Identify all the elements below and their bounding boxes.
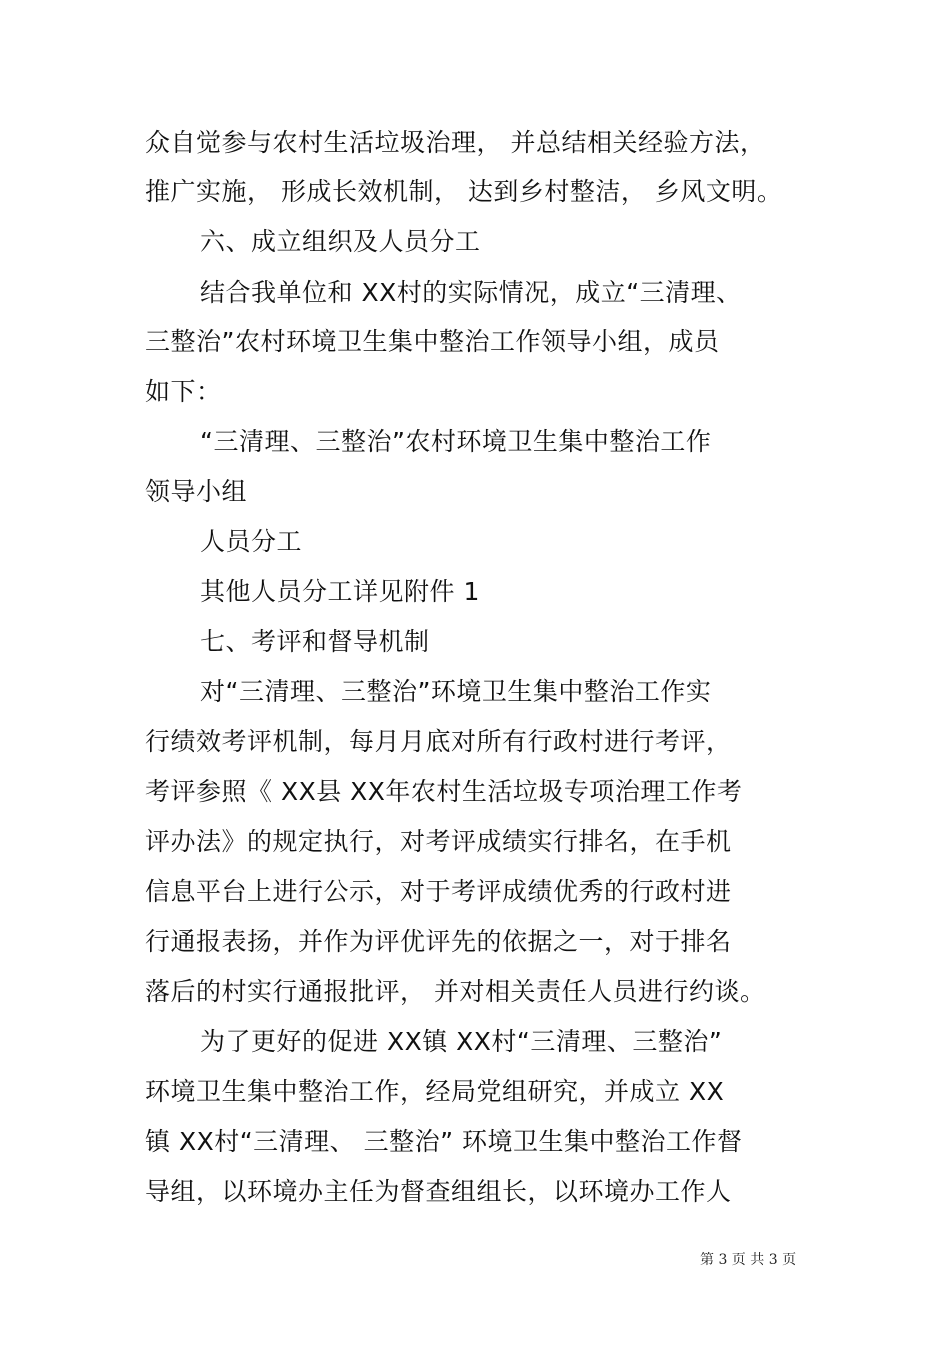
text-line-13: 行绩效考评机制，每月月底对所有行政村进行考评， bbox=[145, 727, 732, 756]
section-heading-6: 六、成立组织及人员分工 bbox=[200, 227, 481, 256]
text-line-4: 结合我单位和 XX村的实际情况，成立“三清理、 bbox=[200, 278, 742, 307]
text-line-18: 落后的村实行通报批评， 并对相关责任人员进行约谈。 bbox=[145, 977, 766, 1006]
text-line-21: 镇 XX村“三清理、 三整治” 环境卫生集中整治工作督 bbox=[145, 1127, 743, 1156]
text-line-14: 考评参照《 XX县 XX年农村生活垃圾专项治理工作考 bbox=[145, 777, 743, 806]
table-title-line-2: 领导小组 bbox=[145, 477, 248, 506]
text-line-22: 导组，以环境办主任为督查组组长，以环境办工作人 bbox=[145, 1177, 732, 1206]
text-line-20: 环境卫生集中整治工作，经局党组研究，并成立 XX bbox=[145, 1077, 725, 1106]
section-heading-7: 七、考评和督导机制 bbox=[200, 627, 430, 656]
text-line-1: 众自觉参与农村生活垃圾治理， 并总结相关经验方法， bbox=[145, 128, 766, 157]
page-number: 第 3 页 共 3 页 bbox=[700, 1252, 797, 1268]
text-line-16: 信息平台上进行公示，对于考评成绩优秀的行政村进 bbox=[145, 877, 732, 906]
text-line-9: 人员分工 bbox=[200, 527, 303, 556]
text-line-5: 三整治”农村环境卫生集中整治工作领导小组，成员 bbox=[145, 327, 720, 356]
text-line-17: 行通报表扬，并作为评优评先的依据之一，对于排名 bbox=[145, 927, 732, 956]
text-line-12: 对“三清理、三整治”环境卫生集中整治工作实 bbox=[200, 677, 712, 706]
text-line-2: 推广实施， 形成长效机制， 达到乡村整洁， 乡风文明。 bbox=[145, 177, 783, 206]
text-line-15: 评办法》的规定执行，对考评成绩实行排名，在手机 bbox=[145, 827, 732, 856]
table-title-line-1: “三清理、三整治”农村环境卫生集中整治工作 bbox=[200, 427, 712, 456]
text-line-10: 其他人员分工详见附件 1 bbox=[200, 577, 480, 606]
text-line-6: 如下： bbox=[145, 377, 222, 406]
text-line-19: 为了更好的促进 XX镇 XX村“三清理、三整治” bbox=[200, 1027, 723, 1056]
